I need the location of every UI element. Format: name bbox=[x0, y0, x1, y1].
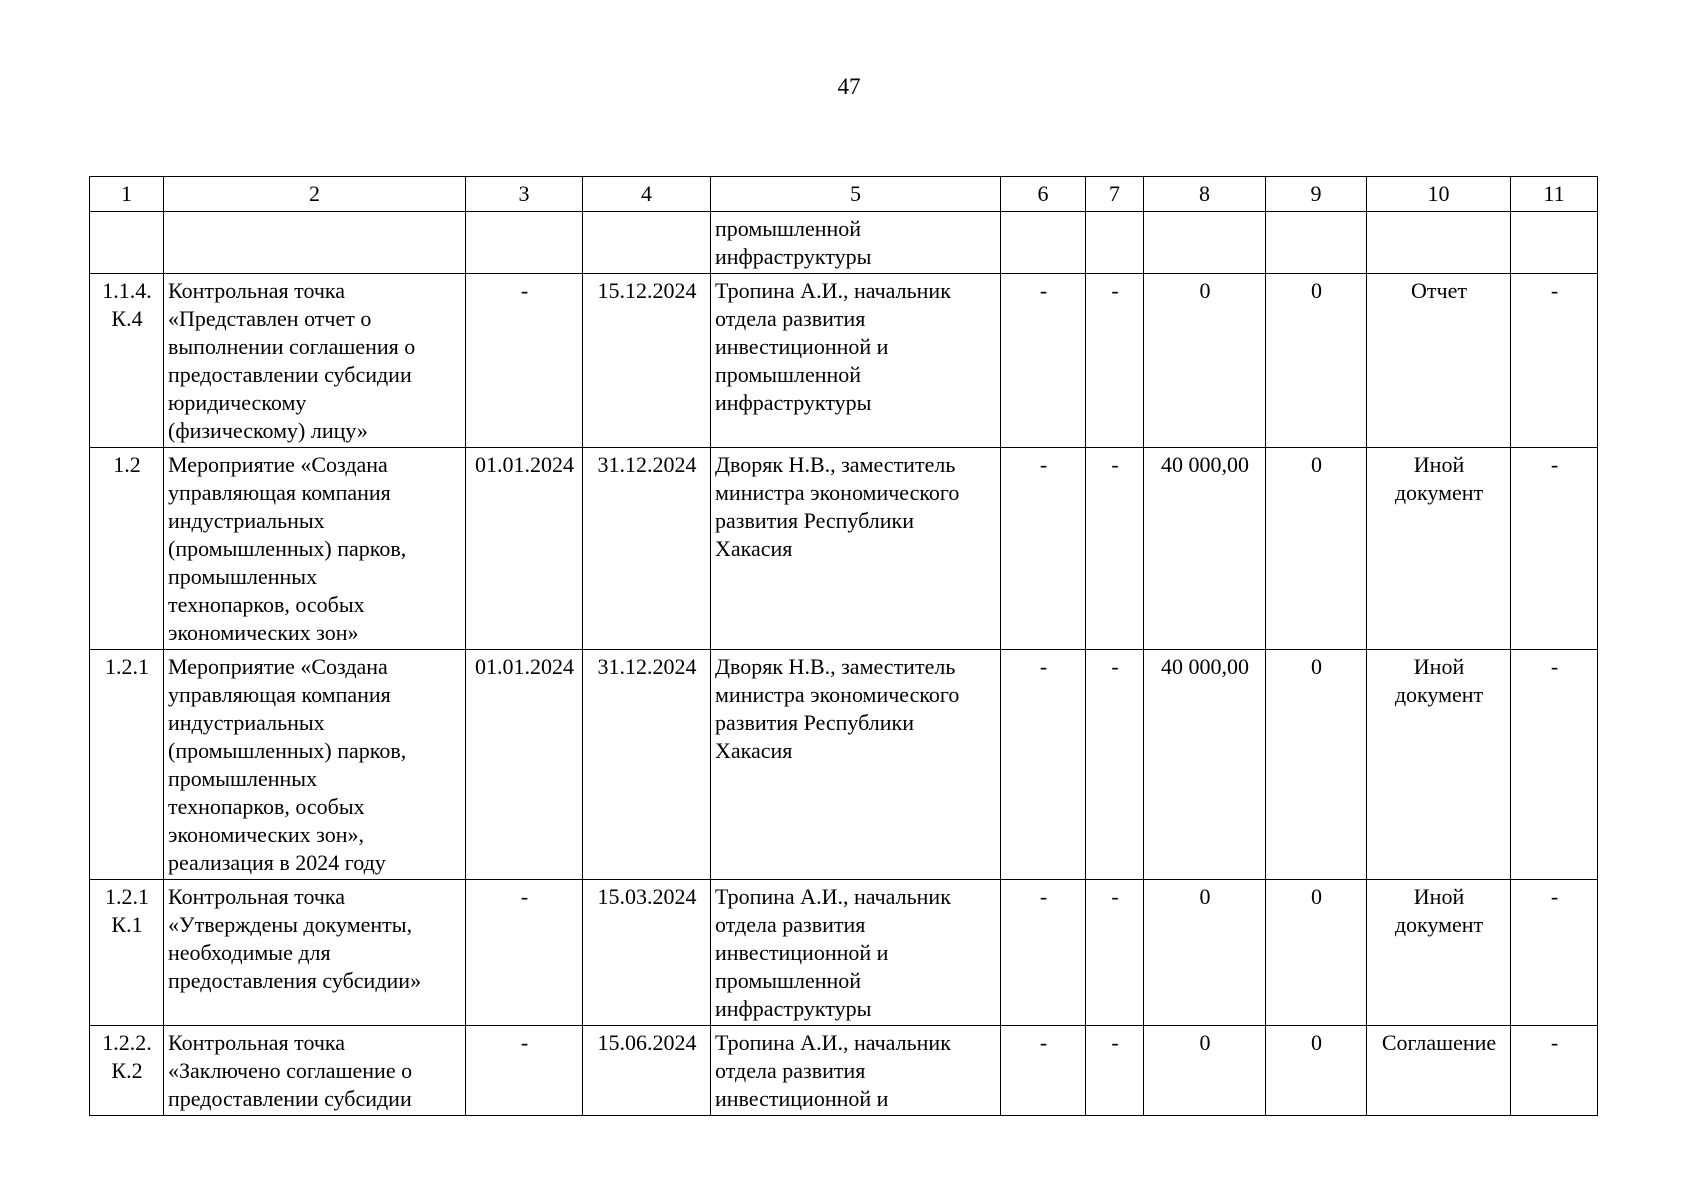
column-header: 8 bbox=[1144, 177, 1266, 212]
cell-end-date: 31.12.2024 bbox=[583, 448, 711, 650]
cell-col-6: - bbox=[1001, 448, 1086, 650]
header-row bbox=[90, 177, 1598, 212]
cell-col-11: - bbox=[1511, 274, 1598, 448]
cell-document-type: Иной документ bbox=[1367, 880, 1511, 1026]
table-row bbox=[90, 274, 1598, 448]
cell-end-date: 31.12.2024 bbox=[583, 650, 711, 880]
cell-responsible: Тропина А.И., начальник отдела развития инвестиционной и промышленной инфраструктуры bbox=[711, 274, 1001, 448]
column-header: 1 bbox=[90, 177, 164, 212]
table-row bbox=[90, 212, 1598, 274]
cell-col-11: - bbox=[1511, 880, 1598, 1026]
column-header: 7 bbox=[1086, 177, 1144, 212]
cell-col-7: - bbox=[1086, 274, 1144, 448]
cell-responsible: промышленной инфраструктуры bbox=[711, 212, 1001, 274]
cell-col-8: 0 bbox=[1144, 1026, 1266, 1116]
cell-start-date: - bbox=[466, 880, 583, 1026]
cell-name: Мероприятие «Создана управляющая компания индустриальных (промышленных) парков, промышленных технопарков, особых экономических зон» bbox=[164, 448, 466, 650]
cell-number: 1.2.2. К.2 bbox=[90, 1026, 164, 1116]
cell-col-8: 40 000,00 bbox=[1144, 448, 1266, 650]
cell-start-date: - bbox=[466, 1026, 583, 1116]
column-header: 5 bbox=[711, 177, 1001, 212]
column-header: 6 bbox=[1001, 177, 1086, 212]
cell-col-6 bbox=[1001, 212, 1086, 274]
cell-col-8: 0 bbox=[1144, 274, 1266, 448]
page-number: 47 bbox=[837, 74, 861, 99]
cell-number: 1.2 bbox=[90, 448, 164, 650]
cell-document-type: Иной документ bbox=[1367, 448, 1511, 650]
cell-col-11: - bbox=[1511, 1026, 1598, 1116]
column-header: 3 bbox=[466, 177, 583, 212]
cell-col-9: 0 bbox=[1266, 448, 1367, 650]
cell-start-date: - bbox=[466, 274, 583, 448]
column-header: 2 bbox=[164, 177, 466, 212]
cell-responsible: Дворяк Н.В., заместитель министра экономического развития Республики Хакасия bbox=[711, 448, 1001, 650]
plan-table bbox=[89, 176, 1598, 1116]
cell-col-6: - bbox=[1001, 880, 1086, 1026]
cell-name bbox=[164, 212, 466, 274]
cell-number: 1.2.1 bbox=[90, 650, 164, 880]
cell-col-11: - bbox=[1511, 448, 1598, 650]
cell-col-6: - bbox=[1001, 650, 1086, 880]
cell-col-7: - bbox=[1086, 1026, 1144, 1116]
column-header: 9 bbox=[1266, 177, 1367, 212]
cell-responsible: Дворяк Н.В., заместитель министра экономического развития Республики Хакасия bbox=[711, 650, 1001, 880]
cell-col-7: - bbox=[1086, 448, 1144, 650]
cell-document-type: Отчет bbox=[1367, 274, 1511, 448]
table-row bbox=[90, 448, 1598, 650]
cell-number bbox=[90, 212, 164, 274]
column-header: 4 bbox=[583, 177, 711, 212]
cell-number: 1.2.1 К.1 bbox=[90, 880, 164, 1026]
cell-document-type bbox=[1367, 212, 1511, 274]
cell-responsible: Тропина А.И., начальник отдела развития инвестиционной и bbox=[711, 1026, 1001, 1116]
cell-end-date: 15.03.2024 bbox=[583, 880, 711, 1026]
table-row bbox=[90, 1026, 1598, 1116]
cell-col-8 bbox=[1144, 212, 1266, 274]
cell-end-date: 15.06.2024 bbox=[583, 1026, 711, 1116]
cell-number: 1.1.4. К.4 bbox=[90, 274, 164, 448]
cell-col-7: - bbox=[1086, 650, 1144, 880]
cell-col-7 bbox=[1086, 212, 1144, 274]
cell-col-11 bbox=[1511, 212, 1598, 274]
cell-col-7: - bbox=[1086, 880, 1144, 1026]
cell-start-date: 01.01.2024 bbox=[466, 448, 583, 650]
table-row bbox=[90, 650, 1598, 880]
cell-document-type: Иной документ bbox=[1367, 650, 1511, 880]
table-row bbox=[90, 880, 1598, 1026]
cell-col-9: 0 bbox=[1266, 650, 1367, 880]
cell-document-type: Соглашение bbox=[1367, 1026, 1511, 1116]
column-header: 10 bbox=[1367, 177, 1511, 212]
cell-name: Мероприятие «Создана управляющая компания индустриальных (промышленных) парков, промышленных технопарков, особых экономических зон», реализация в 2024 году bbox=[164, 650, 466, 880]
column-header: 11 bbox=[1511, 177, 1598, 212]
cell-start-date: 01.01.2024 bbox=[466, 650, 583, 880]
cell-end-date bbox=[583, 212, 711, 274]
cell-col-6: - bbox=[1001, 1026, 1086, 1116]
cell-col-11: - bbox=[1511, 650, 1598, 880]
cell-col-8: 40 000,00 bbox=[1144, 650, 1266, 880]
cell-responsible: Тропина А.И., начальник отдела развития инвестиционной и промышленной инфраструктуры bbox=[711, 880, 1001, 1026]
cell-col-6: - bbox=[1001, 274, 1086, 448]
cell-start-date bbox=[466, 212, 583, 274]
cell-col-9 bbox=[1266, 212, 1367, 274]
cell-col-9: 0 bbox=[1266, 1026, 1367, 1116]
cell-col-9: 0 bbox=[1266, 880, 1367, 1026]
cell-col-8: 0 bbox=[1144, 880, 1266, 1026]
cell-name: Контрольная точка «Представлен отчет о выполнении соглашения о предоставлении субсидии юридическому (физическому) лицу» bbox=[164, 274, 466, 448]
cell-name: Контрольная точка «Утверждены документы, необходимые для предоставления субсидии» bbox=[164, 880, 466, 1026]
cell-end-date: 15.12.2024 bbox=[583, 274, 711, 448]
cell-name: Контрольная точка «Заключено соглашение о предоставлении субсидии bbox=[164, 1026, 466, 1116]
cell-col-9: 0 bbox=[1266, 274, 1367, 448]
